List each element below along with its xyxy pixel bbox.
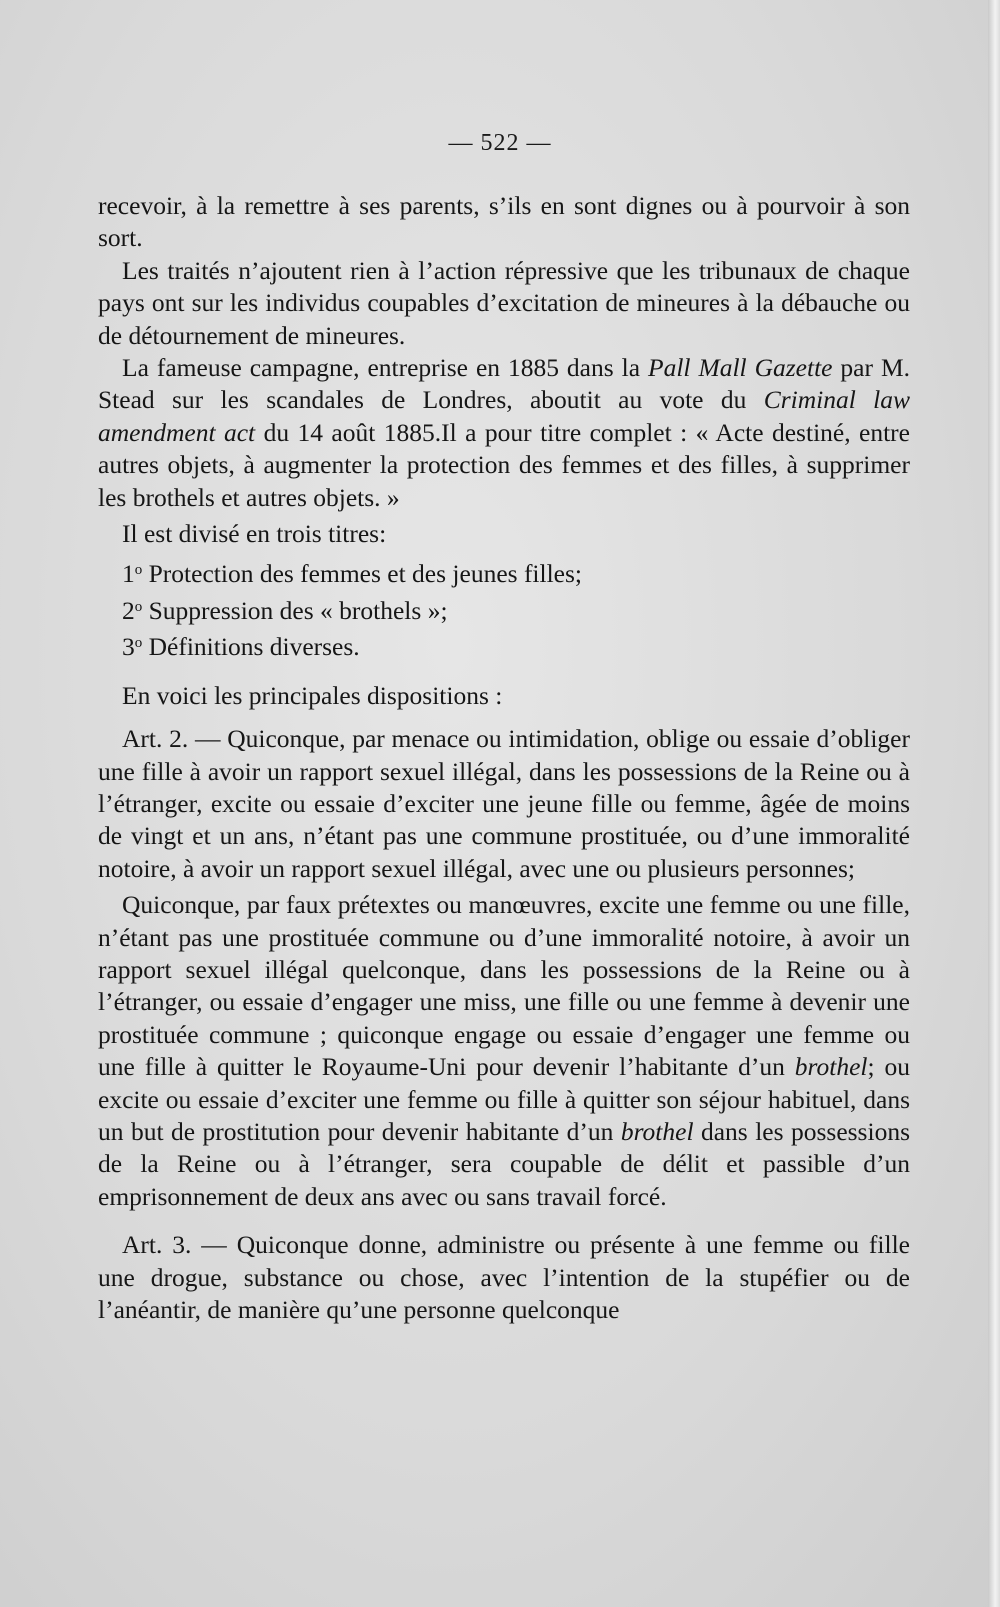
list-number: 1: [122, 559, 135, 589]
list-item-1: [98, 554, 910, 590]
list-ordinal: o: [134, 598, 143, 615]
paragraph-quiconque-text-a: Quiconque, par faux prétextes ou manœuvres, excite une femme ou une fille, n’étant pas une prostituée commune ou d’une immoralité notoire, à avoir un rapport sexuel illégal quelconque, dans les possessions de la Reine ou à l’étranger, ou essaie d’engager une miss, une fille ou une femme à devenir une prostituée commune ; quiconque engage ou essaie d’engager une femme ou une fille à quitter le Royaume-Uni pour devenir l’habitante d’un: [98, 890, 910, 1082]
paragraph-quiconque-text-e: dans les possessions de la Reine ou à l’étranger, sera coupable de délit et passible d’un emprisonnement de deux ans avec ou sans travail forcé.: [98, 1116, 910, 1211]
term-brothel: brothel: [620, 1116, 694, 1146]
newspaper-title: Pall Mall Gazette: [648, 353, 833, 383]
paragraph-dispositions: En voici les principales dispositions :: [122, 680, 503, 710]
paragraph-campaign-text-a: La fameuse campagne, entreprise en 1885 dans la: [122, 353, 648, 383]
list-ordinal: o: [134, 635, 143, 652]
list-ordinal: o: [134, 562, 143, 579]
list-text: Définitions diverses.: [142, 632, 360, 662]
paragraph-divided: Il est divisé en trois titres:: [122, 519, 387, 549]
list-item-2: [98, 591, 910, 627]
page-number: — 522 —: [448, 130, 552, 156]
paragraph-article-2: Art. 2. — Quiconque, par menace ou intimidation, oblige ou essaie d’obliger une fille à avoir un rapport sexuel illégal, dans les possessions de la Reine ou à l’étranger, excite ou essaie d’exciter une jeune fille ou femme, âgée de moins de vingt et un ans, n’étant pas une commune prostituée, ou d’une immoralité notoire, à avoir un rapport sexuel illégal, avec une ou plusieurs personnes;: [98, 724, 910, 883]
paragraph-campaign-text-c: par M. Stead sur les scandales de Londres, aboutit au vote du: [98, 353, 910, 415]
list-number: 3: [122, 632, 135, 662]
page-edge: [988, 0, 1000, 1607]
paragraph-campaign: [98, 352, 910, 514]
term-brothel: brothel: [794, 1052, 868, 1082]
list-item-3: [98, 627, 910, 663]
list-text: Suppression des « brothels »;: [142, 595, 448, 625]
paragraph-article-3: Art. 3. — Quiconque donne, administre ou présente à une femme ou fille une drogue, substance ou chose, avec l’intention de la stupéfier ou de l’anéantir, de manière qu’une personne quelconque: [98, 1230, 910, 1324]
list-text: Protection des femmes et des jeunes filles;: [142, 559, 583, 589]
paragraph-continuation: recevoir, à la remettre à ses parents, s’ils en sont dignes ou à pourvoir à son sort.: [98, 191, 910, 253]
act-title: Criminal law amendment act: [98, 385, 910, 447]
list-number: 2: [122, 595, 135, 625]
paragraph-treaties: Les traités n’ajoutent rien à l’action répressive que les tribunaux de chaque pays ont sur les individus coupables d’excitation de mineures à la débauche ou de détournement de mineures.: [98, 255, 910, 350]
paragraph-quiconque: [98, 889, 910, 1213]
paragraph-campaign-text-e: du 14 août 1885.Il a pour titre complet : « Acte destiné, entre autres objets, à augmenter la protection des femmes et des filles, à supprimer les brothels et autres objets. »: [98, 417, 910, 512]
paragraph-quiconque-text-c: ; ou excite ou essaie d’exciter une femme ou fille à quitter son séjour habituel, dans un but de prostitution pour devenir habitante d’un: [98, 1052, 910, 1146]
body-text: [98, 190, 910, 1326]
